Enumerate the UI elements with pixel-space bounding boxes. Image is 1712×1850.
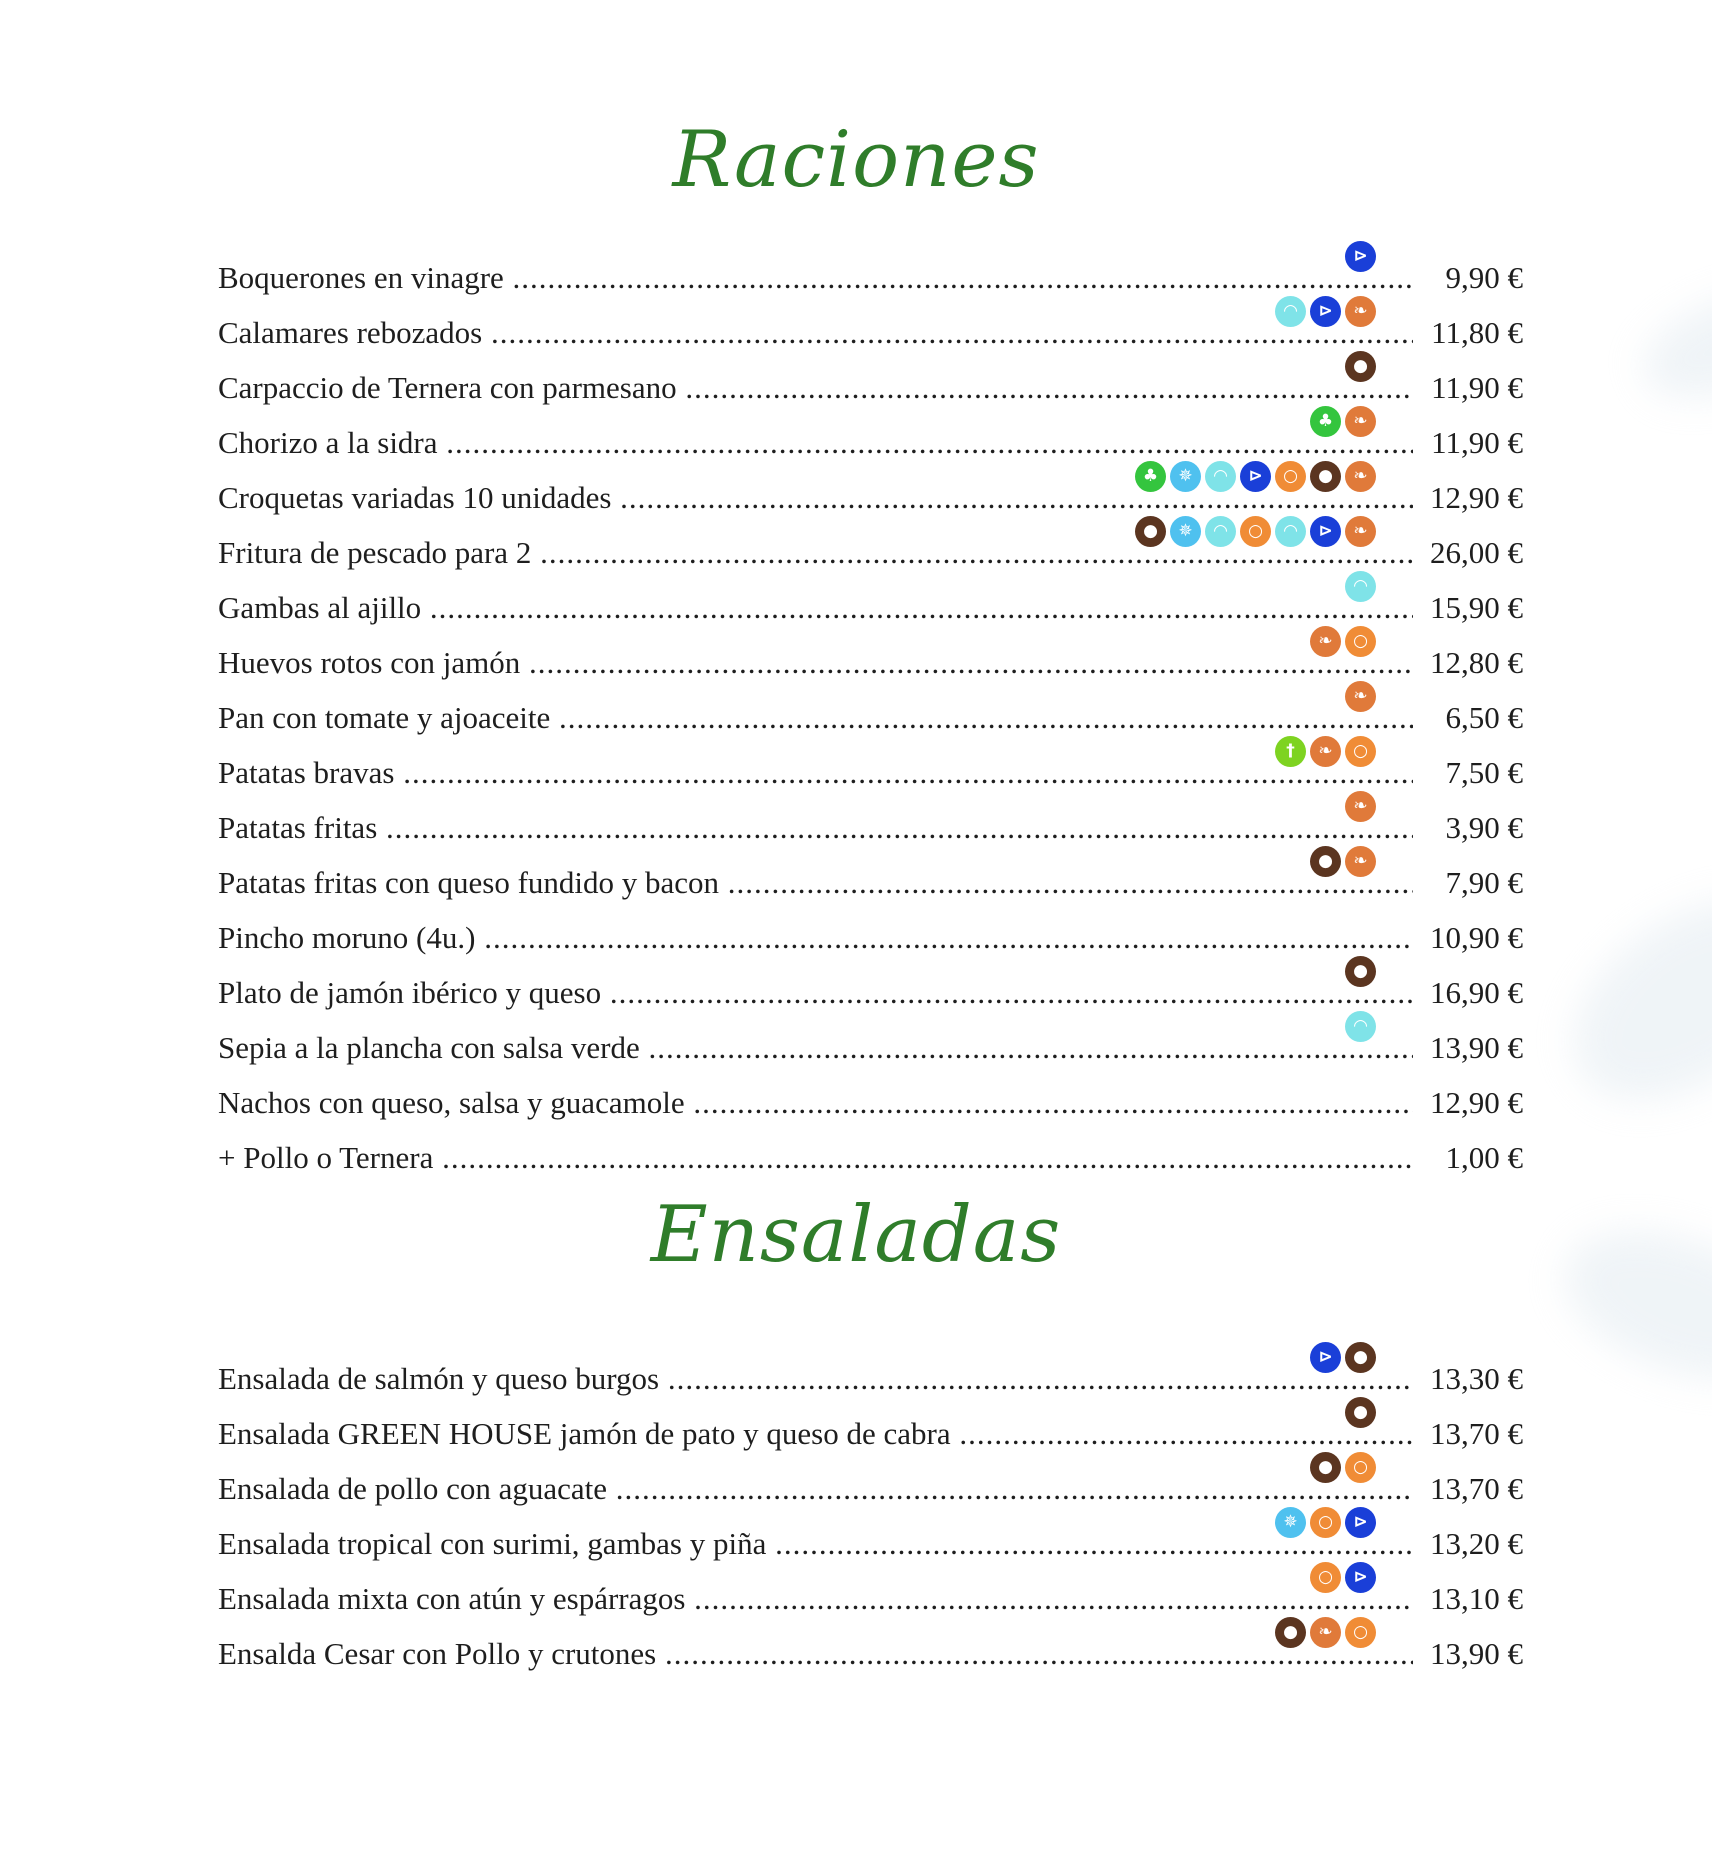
menu-item [218,631,1523,689]
dish-name: Plato de jamón ibérico y queso ..... [218,975,1413,1011]
mollusc-icon: ◠ [1345,571,1376,602]
dish-price: 3,90 € [1442,810,1524,846]
allergen-icons [1133,461,1378,493]
allergen-icons [1273,1507,1378,1539]
dish-price: 1,00 € [1442,1140,1524,1176]
mollusc-icon: ◠ [1345,1011,1376,1042]
mollusc-icon: ◠ [1205,461,1236,492]
background-leaf [1630,272,1712,418]
dish-name: Patatas fritas con queso fundido y bacon ..... [218,865,1413,901]
gluten-icon: ❧ [1310,1617,1341,1648]
menu-item [218,1016,1523,1074]
dish-price: 7,50 € [1442,755,1524,791]
allergen-icons [1343,571,1378,603]
dish-name: Ensalada mixta con atún y espárragos ..... [218,1581,1413,1617]
dish-name: Patatas fritas ..... [218,810,1413,846]
allergen-icons [1308,846,1378,878]
ensaladas-heading: Ensaladas [650,1190,1062,1280]
mollusc-icon: ◠ [1205,516,1236,547]
egg-icon: ○ [1240,516,1271,547]
fish-icon: ⊳ [1345,1507,1376,1538]
dish-price: 11,90 € [1427,425,1523,461]
lactose-icon: ● [1345,956,1376,987]
dish-name: Ensalada GREEN HOUSE jamón de pato y queso de cabra ..... [218,1416,1413,1452]
raciones-list [218,246,1523,1184]
allergen-icons [1308,626,1378,658]
menu-item [218,1622,1523,1680]
menu-item [218,1347,1523,1405]
gluten-icon: ❧ [1310,736,1341,767]
fish-icon: ⊳ [1310,1342,1341,1373]
dish-price: 13,10 € [1426,1581,1523,1617]
dish-name: Pan con tomate y ajoaceite ..... [218,700,1413,736]
dish-price: 16,90 € [1426,975,1523,1011]
lactose-icon: ● [1275,1617,1306,1648]
dish-price: 11,90 € [1427,370,1523,406]
gluten-icon: ❧ [1345,516,1376,547]
dish-price: 13,90 € [1426,1030,1523,1066]
dish-name: Pincho moruno (4u.) ..... [218,920,1413,956]
fish-icon: ⊳ [1240,461,1271,492]
ensaladas-list [218,1347,1523,1680]
lactose-icon: ● [1310,846,1341,877]
crustacean-icon: ✵ [1275,1507,1306,1538]
gluten-icon: ❧ [1345,846,1376,877]
allergen-icons [1308,1562,1378,1594]
dish-price: 26,00 € [1426,535,1523,571]
dish-price: 13,90 € [1426,1636,1523,1672]
dish-price: 15,90 € [1426,590,1523,626]
allergen-icons [1273,1617,1378,1649]
dish-name: Gambas al ajillo ..... [218,590,1413,626]
menu-item [218,521,1523,579]
allergen-icons [1343,1397,1378,1429]
allergen-icons [1343,956,1378,988]
dish-name: Patatas bravas ..... [218,755,1413,791]
allergen-icons [1343,351,1378,383]
mollusc-icon: ◠ [1275,296,1306,327]
dish-price: 13,30 € [1426,1361,1523,1397]
fish-icon: ⊳ [1345,241,1376,272]
fish-icon: ⊳ [1310,516,1341,547]
lactose-icon: ● [1345,351,1376,382]
celery-icon: ♣ [1310,406,1341,437]
egg-icon: ○ [1345,626,1376,657]
egg-icon: ○ [1345,1617,1376,1648]
dish-price: 12,80 € [1426,645,1523,681]
dish-price: 11,80 € [1427,315,1523,351]
menu-item [218,741,1523,799]
dish-name: Nachos con queso, salsa y guacamole ..... [218,1085,1413,1121]
dish-name: Ensalada tropical con surimi, gambas y piña ..... [218,1526,1413,1562]
dish-price: 12,90 € [1426,1085,1523,1121]
dish-price: 6,50 € [1442,700,1524,736]
dish-price: 12,90 € [1426,480,1523,516]
gluten-icon: ❧ [1345,791,1376,822]
dish-name: + Pollo o Ternera ..... [218,1140,1413,1176]
dish-price: 10,90 € [1426,920,1523,956]
crustacean-icon: ✵ [1170,516,1201,547]
lactose-icon: ● [1135,516,1166,547]
dish-name: Carpaccio de Ternera con parmesano ..... [218,370,1413,406]
celery-icon: ♣ [1135,461,1166,492]
background-leaf [1538,860,1712,1140]
dish-name: Chorizo a la sidra ..... [218,425,1413,461]
gluten-icon: ❧ [1345,681,1376,712]
gluten-icon: ❧ [1310,626,1341,657]
allergen-icons [1343,681,1378,713]
dish-price: 13,20 € [1426,1526,1523,1562]
lactose-icon: ● [1345,1342,1376,1373]
dish-price: 13,70 € [1426,1471,1523,1507]
dish-price: 9,90 € [1442,260,1524,296]
dish-name: Sepia a la plancha con salsa verde ..... [218,1030,1413,1066]
allergen-icons [1273,736,1378,768]
menu-item [218,1074,1523,1129]
egg-icon: ○ [1345,1452,1376,1483]
egg-icon: ○ [1275,461,1306,492]
dish-name: Ensalada de salmón y queso burgos ..... [218,1361,1413,1397]
dish-name: Ensalda Cesar con Pollo y crutones ..... [218,1636,1413,1672]
dish-name: Calamares rebozados ..... [218,315,1413,351]
fish-icon: ⊳ [1310,296,1341,327]
fish-icon: ⊳ [1345,1562,1376,1593]
dish-price: 7,90 € [1442,865,1524,901]
dish-price: 13,70 € [1426,1416,1523,1452]
gluten-icon: ❧ [1345,461,1376,492]
allergen-icons [1273,296,1378,328]
menu-item [218,851,1523,909]
allergen-icons [1343,1011,1378,1043]
dish-name: Croquetas variadas 10 unidades ..... [218,480,1413,516]
menu-item [218,961,1523,1019]
mustard-icon: † [1275,736,1306,767]
allergen-icons [1308,406,1378,438]
menu-item [218,909,1523,964]
allergen-icons [1308,1452,1378,1484]
dish-name: Huevos rotos con jamón ..... [218,645,1413,681]
menu-item [218,1129,1523,1184]
gluten-icon: ❧ [1345,406,1376,437]
lactose-icon: ● [1310,1452,1341,1483]
allergen-icons [1308,1342,1378,1374]
lactose-icon: ● [1310,461,1341,492]
raciones-heading: Raciones [672,115,1040,205]
dish-name: Boquerones en vinagre ..... [218,260,1413,296]
crustacean-icon: ✵ [1170,461,1201,492]
dish-name: Ensalada de pollo con aguacate ..... [218,1471,1413,1507]
egg-icon: ○ [1310,1507,1341,1538]
allergen-icons [1133,516,1378,548]
mollusc-icon: ◠ [1275,516,1306,547]
gluten-icon: ❧ [1345,296,1376,327]
egg-icon: ○ [1310,1562,1341,1593]
allergen-icons [1343,241,1378,273]
menu-item [218,301,1523,359]
allergen-icons [1343,791,1378,823]
egg-icon: ○ [1345,736,1376,767]
dish-name: Fritura de pescado para 2 ..... [218,535,1413,571]
lactose-icon: ● [1345,1397,1376,1428]
